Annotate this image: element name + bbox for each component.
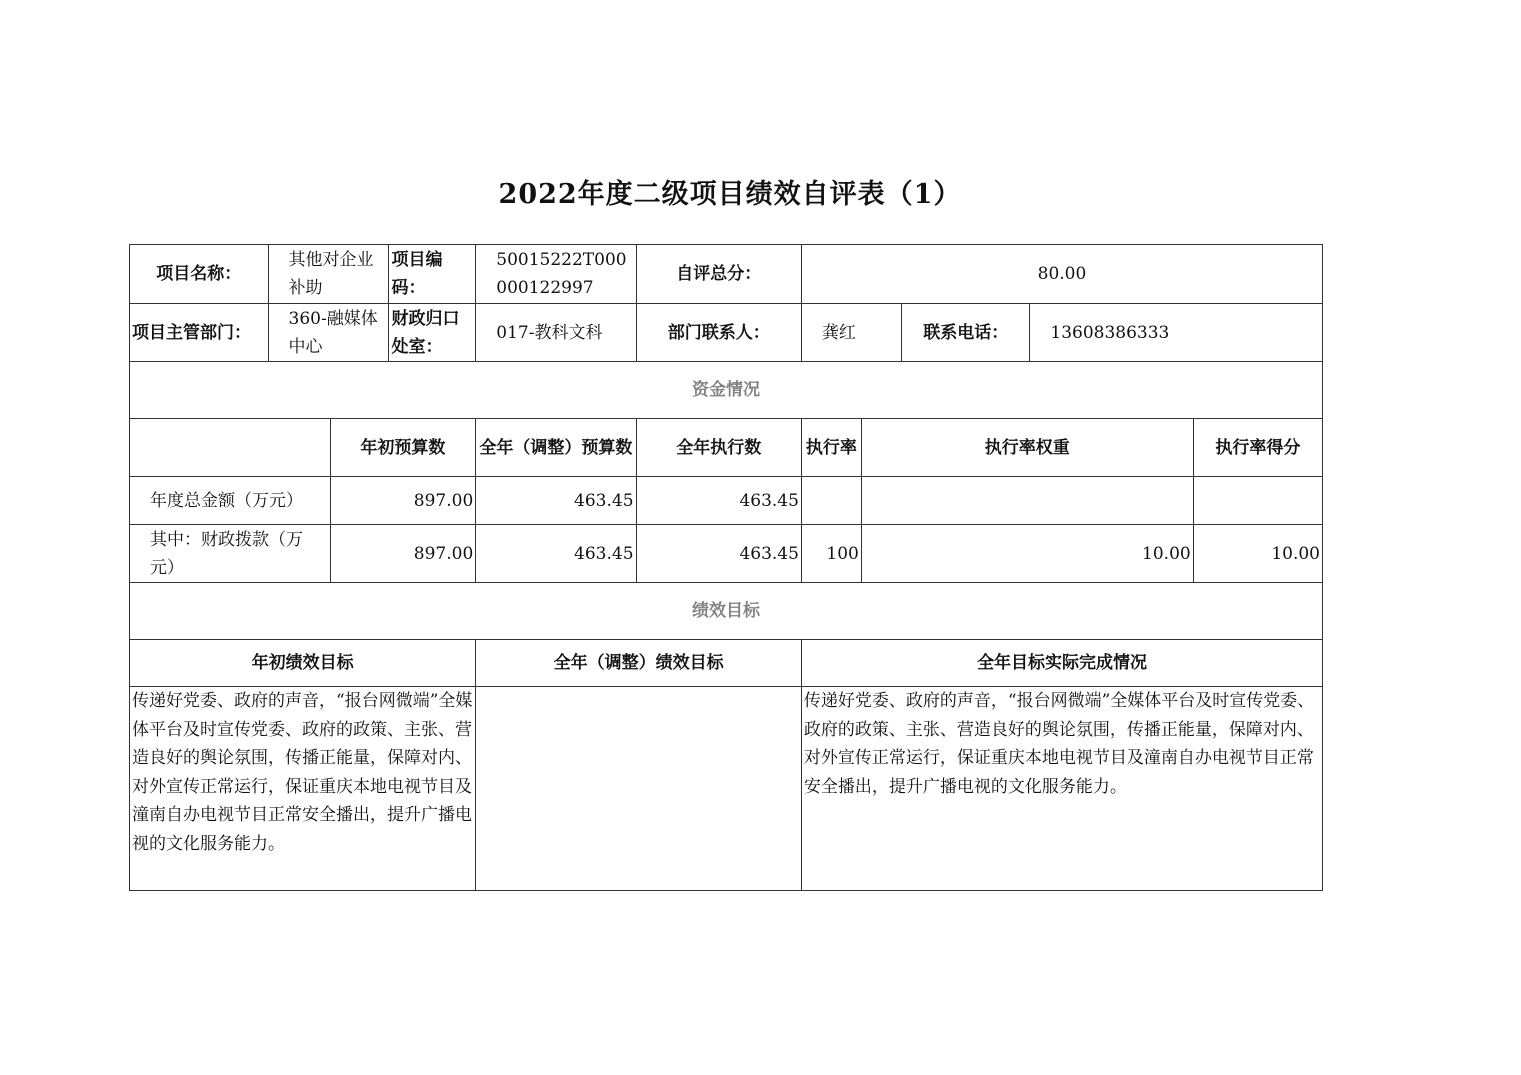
actual-completion-text: 传递好党委、政府的声音，“报台网微端”全媒体平台及时宣传党委、政府的政策、主张、营造良好的舆论氛围，传播正能量，保障对内、对外宣传正常运行，保证重庆本地电视节目及潼南自办电视节目正常安全播出，提升广播电视的文化服务能力。 xyxy=(801,687,1322,891)
funds-row-adjusted: 463.45 xyxy=(476,525,636,583)
funds-row xyxy=(130,525,1323,583)
funds-row-label: 其中：财政拨款（万元） xyxy=(130,525,331,583)
info-row-2 xyxy=(130,304,1323,362)
performance-header-adjusted: 全年（调整）绩效目标 xyxy=(476,640,802,687)
funds-row xyxy=(130,477,1323,525)
funds-row-executed: 463.45 xyxy=(636,525,801,583)
funds-header-executed: 全年执行数 xyxy=(636,419,801,477)
page-title: 2022年度二级项目绩效自评表（1） xyxy=(498,179,962,210)
adjusted-goal-text xyxy=(476,687,802,891)
funds-header-weight: 执行率权重 xyxy=(861,419,1193,477)
funds-row-weight: 10.00 xyxy=(861,525,1193,583)
project-code-label: 项目编码： xyxy=(389,245,476,304)
project-name-value: 其他对企业补助 xyxy=(268,245,389,304)
funds-row-rate xyxy=(801,477,861,525)
performance-header-initial: 年初绩效目标 xyxy=(130,640,476,687)
performance-header-actual: 全年目标实际完成情况 xyxy=(801,640,1322,687)
funds-row-initial: 897.00 xyxy=(330,477,476,525)
funds-header-score: 执行率得分 xyxy=(1193,419,1322,477)
info-row-1 xyxy=(130,245,1323,304)
funds-row-rate: 100 xyxy=(801,525,861,583)
initial-goal-text: 传递好党委、政府的声音，“报台网微端”全媒体平台及时宣传党委、政府的政策、主张、营造良好的舆论氛围，传播正能量，保障对内、对外宣传正常运行，保证重庆本地电视节目及潼南自办电视节目正常安全播出，提升广播电视的文化服务能力。 xyxy=(130,687,476,891)
funds-row-label: 年度总金额（万元） xyxy=(130,477,331,525)
finance-office-label: 财政归口处室： xyxy=(389,304,476,362)
funds-section-title: 资金情况 xyxy=(130,362,1323,419)
phone-label: 联系电话： xyxy=(902,304,1030,362)
performance-header-row xyxy=(130,640,1323,687)
performance-section-title: 绩效目标 xyxy=(130,583,1323,640)
funds-row-weight xyxy=(861,477,1193,525)
funds-header-row xyxy=(130,419,1323,477)
dept-label: 项目主管部门： xyxy=(130,304,269,362)
funds-header-adjusted: 全年（调整）预算数 xyxy=(476,419,636,477)
dept-value: 360-融媒体中心 xyxy=(268,304,389,362)
contact-value: 龚红 xyxy=(801,304,901,362)
phone-value: 13608386333 xyxy=(1030,304,1323,362)
funds-header-blank xyxy=(130,419,331,477)
project-code-value: 50015222T000000122997 xyxy=(476,245,636,304)
performance-section-row xyxy=(130,583,1323,640)
funds-row-score xyxy=(1193,477,1322,525)
project-name-label: 项目名称： xyxy=(130,245,269,304)
total-score-value: 80.00 xyxy=(801,245,1322,304)
total-score-label: 自评总分： xyxy=(636,245,801,304)
funds-row-initial: 897.00 xyxy=(330,525,476,583)
evaluation-table xyxy=(129,244,1323,891)
finance-office-value: 017-教科文科 xyxy=(476,304,636,362)
funds-row-executed: 463.45 xyxy=(636,477,801,525)
contact-label: 部门联系人： xyxy=(636,304,801,362)
performance-content-row xyxy=(130,687,1323,891)
funds-header-initial: 年初预算数 xyxy=(330,419,476,477)
funds-row-score: 10.00 xyxy=(1193,525,1322,583)
funds-row-adjusted: 463.45 xyxy=(476,477,636,525)
funds-section-row xyxy=(130,362,1323,419)
funds-header-rate: 执行率 xyxy=(801,419,861,477)
